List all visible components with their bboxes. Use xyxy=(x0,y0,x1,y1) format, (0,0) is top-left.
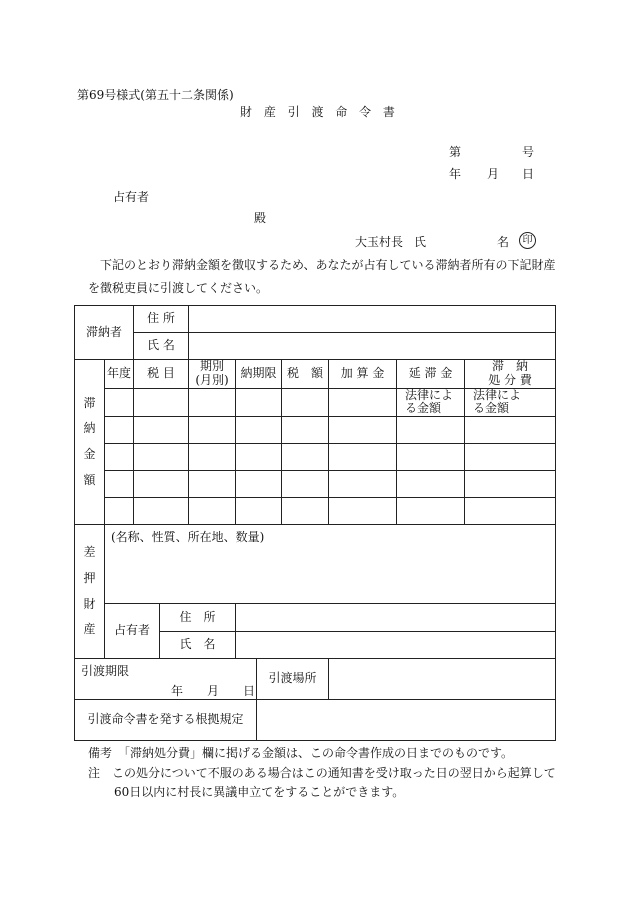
issuer-name-label-2: 名 xyxy=(497,235,510,249)
amount-cell xyxy=(236,388,282,417)
amount-cell xyxy=(397,471,465,498)
amount-cell xyxy=(282,471,329,498)
occupant-address-label: 住 所 xyxy=(160,604,236,632)
remarks: 備考 「滞納処分費」欄に掲げる金額は、この命令書作成の日までのものです。 xyxy=(88,746,514,760)
amount-cell xyxy=(282,417,329,444)
occupant-address-value xyxy=(236,604,556,632)
header-period-line-1: 期別 xyxy=(200,359,225,373)
delivery-place-value xyxy=(329,659,556,700)
legal-amount-line-1: 法律によ xyxy=(473,387,522,402)
header-due-date: 納期限 xyxy=(236,360,282,389)
header-disposition-fee-line-2: 処 分 費 xyxy=(488,372,532,387)
header-fiscal-year: 年度 xyxy=(105,360,134,389)
date-day-label: 日 xyxy=(522,167,535,181)
amount-cell xyxy=(282,388,329,417)
amount-cell xyxy=(329,417,397,444)
header-period xyxy=(189,360,236,389)
occupant-name-value xyxy=(236,632,556,659)
delivery-deadline-date: 年 月 日 xyxy=(171,683,256,698)
amount-cell xyxy=(134,444,189,471)
amount-cell xyxy=(134,388,189,417)
occupant-name-label: 氏 名 xyxy=(160,632,236,659)
property-occupant-label: 占有者 xyxy=(105,604,160,659)
delinquent-address-value xyxy=(189,306,556,333)
amount-cell xyxy=(134,498,189,525)
document-title: 財 産 引 渡 命 令 書 xyxy=(240,105,399,119)
amount-cell xyxy=(329,498,397,525)
issuer-title: 大玉村長 xyxy=(355,235,404,249)
amount-cell xyxy=(397,444,465,471)
legal-amount-line-1: 法律によ xyxy=(405,387,454,402)
form-number: 第69号様式(第五十二条関係) xyxy=(77,88,234,102)
intro-line-2: を徴税吏員に引渡してください。 xyxy=(88,281,269,295)
vertical-char: 産 xyxy=(83,622,96,637)
header-tax-item: 税 目 xyxy=(134,360,189,389)
amount-cell xyxy=(465,417,556,444)
amount-cell xyxy=(105,417,134,444)
header-period-line-2: (月別) xyxy=(195,372,229,387)
delinquent-label: 滞納者 xyxy=(75,306,134,360)
amount-cell xyxy=(329,388,397,417)
seal-mark: 印 xyxy=(519,232,536,249)
amount-cell xyxy=(105,471,134,498)
vertical-char: 財 xyxy=(83,596,96,611)
delivery-place-label: 引渡場所 xyxy=(257,659,329,700)
intro-line-1: 下記のとおり滞納金額を徴収するため、あなたが占有している滞納者所有の下記財産 xyxy=(100,258,556,272)
note-line-1: 注 この処分について不服のある場合はこの通知書を受け取った日の翌日から起算して xyxy=(88,766,556,780)
amount-cell xyxy=(189,471,236,498)
disposition-legal-amount-note xyxy=(465,388,556,417)
amount-cell xyxy=(397,498,465,525)
legal-amount-line-2: る金額 xyxy=(473,401,510,416)
delivery-deadline-cell xyxy=(75,659,257,700)
amount-cell xyxy=(134,417,189,444)
seized-property-vertical-label xyxy=(75,525,105,659)
order-table xyxy=(74,305,556,741)
date-month-label: 月 xyxy=(487,167,500,181)
recipient-occupant-label: 占有者 xyxy=(113,190,150,204)
amount-cell xyxy=(236,471,282,498)
amount-cell xyxy=(105,444,134,471)
seized-property-description: (名称、性質、所在地、数量) xyxy=(105,525,556,604)
vertical-char: 押 xyxy=(83,570,96,585)
delivery-deadline-label: 引渡期限 xyxy=(81,664,130,679)
header-disposition-fee-line-1: 滞 納 xyxy=(492,359,529,373)
amount-cell xyxy=(397,417,465,444)
amount-cell xyxy=(189,417,236,444)
amount-cell xyxy=(329,471,397,498)
amount-cell xyxy=(236,417,282,444)
date-year-label: 年 xyxy=(449,167,462,181)
amount-cell xyxy=(189,498,236,525)
delinquency-legal-amount-note xyxy=(397,388,465,417)
honorific: 殿 xyxy=(254,211,267,225)
amount-cell xyxy=(105,388,134,417)
amount-cell xyxy=(282,444,329,471)
doc-number-prefix: 第 xyxy=(449,145,462,159)
header-disposition-fee xyxy=(465,360,556,389)
legal-basis-label: 引渡命令書を発する根拠規定 xyxy=(75,700,257,741)
amount-cell xyxy=(465,444,556,471)
amount-cell xyxy=(134,471,189,498)
legal-amount-line-2: る金額 xyxy=(405,401,442,416)
vertical-char: 納 xyxy=(83,421,96,436)
note-line-2: 60日以内に村長に異議申立てをすることができます。 xyxy=(114,785,405,799)
amount-cell xyxy=(465,471,556,498)
amount-cell xyxy=(236,444,282,471)
amount-cell xyxy=(105,498,134,525)
delinquent-address-label: 住 所 xyxy=(134,306,189,333)
delinquent-name-value xyxy=(189,333,556,360)
amount-cell xyxy=(236,498,282,525)
amount-cell xyxy=(189,388,236,417)
vertical-char: 額 xyxy=(83,472,96,487)
amount-cell xyxy=(329,444,397,471)
doc-number-suffix: 号 xyxy=(522,145,535,159)
amount-cell xyxy=(189,444,236,471)
vertical-char: 滞 xyxy=(83,395,96,410)
vertical-char: 差 xyxy=(83,545,96,560)
header-tax-amount: 税 額 xyxy=(282,360,329,389)
delinquent-name-label: 氏 名 xyxy=(134,333,189,360)
vertical-char: 金 xyxy=(83,447,96,462)
header-delinquency-charge: 延 滞 金 xyxy=(397,360,465,389)
issuer-name-label-1: 氏 xyxy=(414,235,427,249)
delinquent-amount-vertical-label xyxy=(75,360,105,525)
amount-cell xyxy=(282,498,329,525)
amount-cell xyxy=(465,498,556,525)
legal-basis-value xyxy=(257,700,556,741)
header-surcharge: 加 算 金 xyxy=(329,360,397,389)
